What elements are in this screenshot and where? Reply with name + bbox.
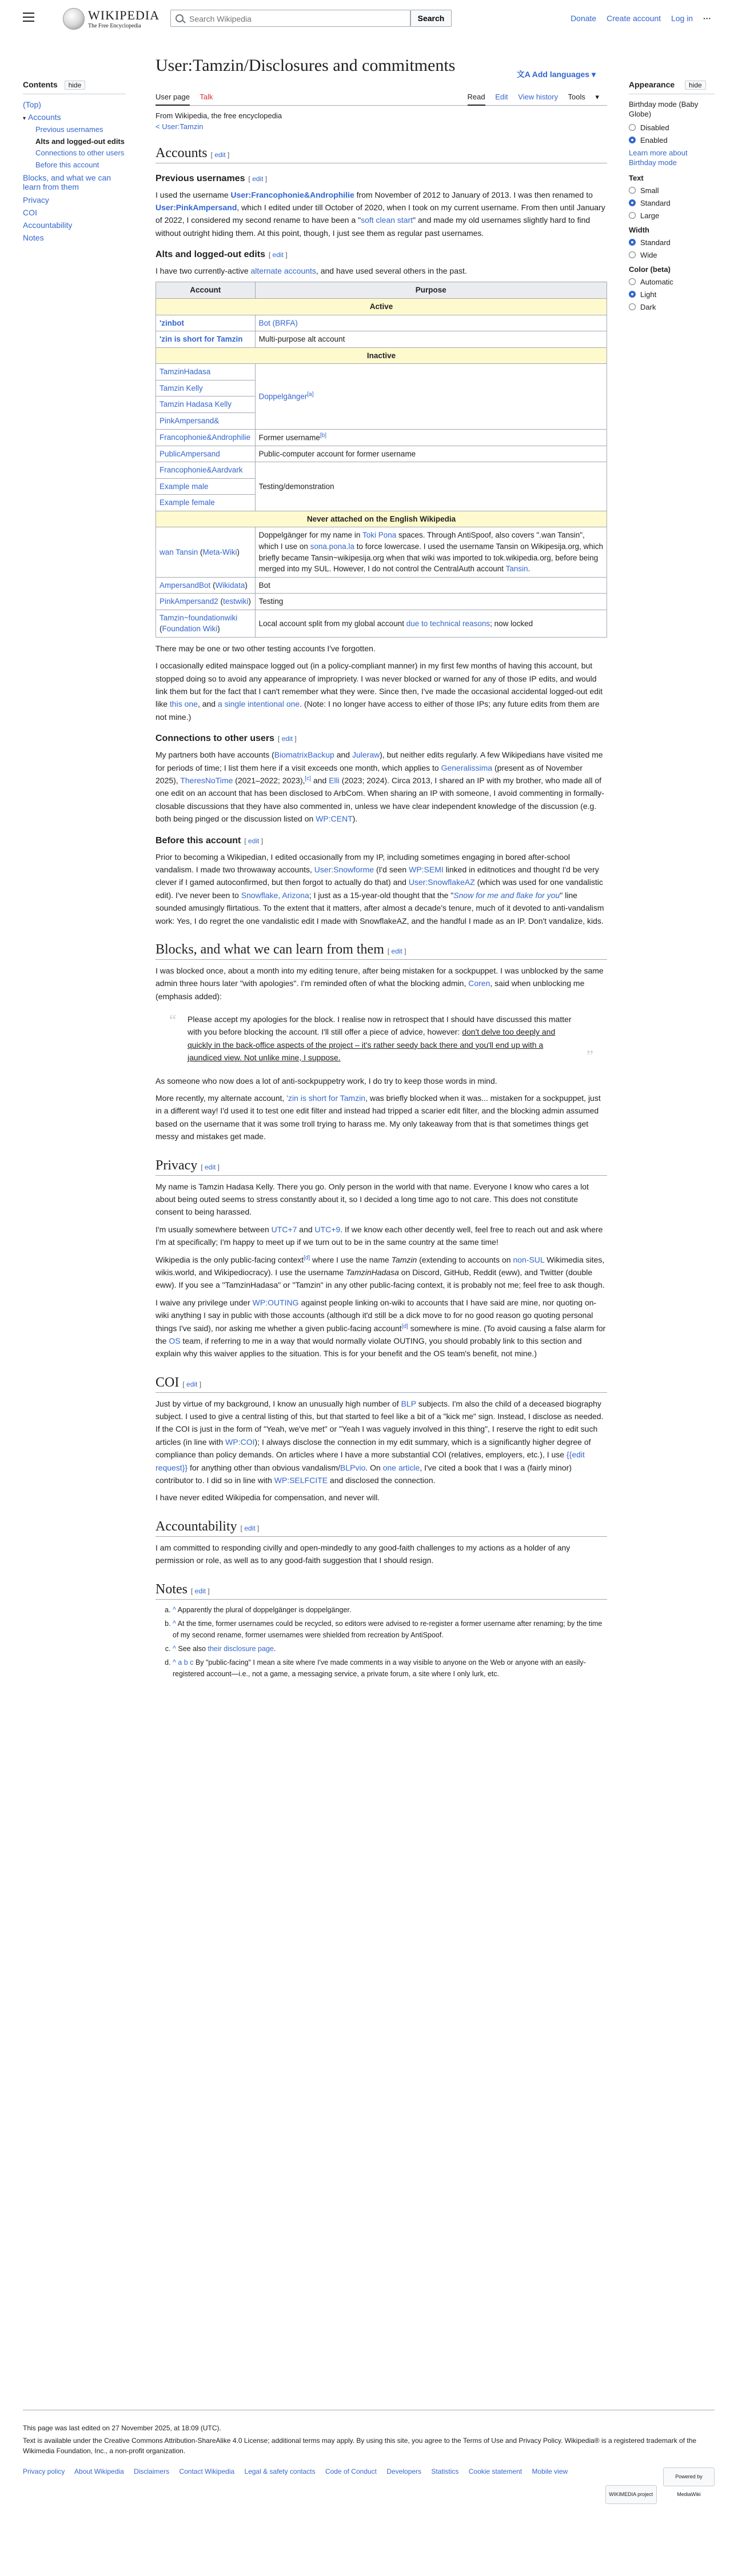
connections-paragraph: My partners both have accounts (BiomatrixBackup and Juleraw), but neither edits regularly. A few Wikipedians have visited me for periods of time; I list them here if a visit exceeds one month, which applies to Generalissima (present as of November 2025), TheresNoTime (2021–2022; 2023),[c] and Elli (2023; 2024). Circa 2013, I shared an IP with my brother, who made all of one edit on an account that has been disclosed to ArbCom. When sharing an IP with someone, I avoid commenting in formally-closable discussions that they have also commented in, unless we have clear independent knowledge of the discussion (e.g. both being pinged or the discussion listed on WP:CENT). [155,750,604,824]
heading-before [155,836,607,846]
group-never: Never attached on the English Wikipedia [156,511,607,527]
width-wide-radio[interactable]: Wide [629,251,715,259]
heading-accountability [155,1519,607,1537]
heading-notes [155,1582,607,1600]
note-b: b. ^ At the time, former usernames could be recycled, so editors were advised to re-register a former username after renaming; by the time of my second rename, former usernames were shielded from recreation by AntiSpoof. [173,1618,607,1641]
note-a: a. ^ Apparently the plural of doppelgänger is doppelgänger. [173,1604,607,1616]
mediawiki-badge[interactable]: Powered by MediaWiki [663,2467,715,2486]
note-b-ref[interactable]: [b] [320,432,326,439]
footer-link[interactable]: Developers [386,2467,422,2475]
heading-blocks [155,942,607,960]
privacy-heading-text: Privacy [155,1157,198,1173]
wikipedia-globe-logo[interactable] [63,8,85,30]
heading-coi [155,1375,607,1393]
edit-section-link: [ edit ] [387,947,406,955]
tab-tools-label: Tools [568,92,585,101]
color-automatic-radio[interactable]: Automatic [629,278,715,286]
birthday-disabled-radio[interactable]: Disabled [629,123,715,132]
toc-item-coi[interactable]: COI [23,207,37,217]
tab-edit[interactable]: Edit [495,92,508,101]
appearance-header [629,80,715,94]
toc-item-blocks[interactable]: Blocks, and what we can learn from them [23,173,111,192]
add-languages-button[interactable]: 文A Add languages ▾ [516,70,596,79]
account-tamzinhadasakelly[interactable]: Tamzin Hadasa Kelly [159,400,232,409]
search-input[interactable] [188,13,402,25]
learn-more-link[interactable]: Learn more about Birthday mode [629,148,688,167]
footer-link[interactable]: Mobile view [532,2467,568,2475]
testing-demo: Testing/demonstration [255,462,607,511]
table-of-contents [23,80,126,246]
toc-title: Contents [23,80,58,89]
accountability-paragraph: I am committed to responding civilly and open-mindedly to any good-faith challenges to my actions as a holder of any permission or role, as well as to any good-faith suggestion that I should resign. [155,1543,571,1565]
privacy-paragraph-2: I'm usually somewhere between UTC+7 and UTC+9. If we know each other decently well, feel free to reach out and ask where I'm at specifically; I'm happy to meet up if we turn out to be in the same country at the same time! [155,1224,603,1247]
link-pinkampersand[interactable]: User:PinkAmpersand [155,202,237,212]
search-box [170,10,410,27]
translate-icon: 文A [516,70,532,79]
toc-header [23,80,126,94]
toc-item-top[interactable]: (Top) [23,100,41,109]
connections-heading-text: Connections to other users [155,734,275,744]
before-paragraph: Prior to becoming a Wikipedian, I edited occasionally from my IP, including sometimes engaging in bored after-school vandalism. I made two throwaway accounts, User:Snowforme (I'd seen WP:SEMI linked in editnotices and thought I'd be very clever if I gamed autoconfirmed, but then forgot to actually do that) and User:SnowflakeAZ (which was used for one vandalistic edit). I've never been to Snowflake, Arizona; I just as a 15-year-old thought that the "Snow for me and flake for you" line sounded amusingly flirtatious. To the extent that it matters, after almost a decade's tenure, much of it devoted to anti-vandalism work: Yes, I do regret the one vandalistic edit I made with SnowflakeAZ, and the handful I made as an IP. Don't vandalize, kids. [155,852,604,926]
accountability-heading-text: Accountability [155,1519,237,1534]
color-dark-radio[interactable]: Dark [629,303,715,311]
account-publicampersand[interactable]: PublicAmpersand [159,449,220,458]
footer-link[interactable]: Statistics [431,2467,459,2475]
appearance-hide-button[interactable]: hide [685,81,706,90]
from-wikipedia: From Wikipedia, the free encyclopedia [155,111,282,120]
group-active: Active [156,299,607,315]
text-small-radio[interactable]: Small [629,186,715,195]
after-table-paragraph: There may be one or two other testing accounts I've forgotten. [155,643,376,653]
account-pinkampersand2[interactable]: PinkAmpersand2 [159,597,218,606]
account-tamzinhadasa[interactable]: TamzinHadasa [159,367,211,376]
appearance-panel [629,80,715,315]
open-quote-icon: “ [169,1012,177,1030]
footer-link[interactable]: About Wikipedia [74,2467,124,2475]
note-d: d. ^ a b c By "public-facing" I mean a site where I've made comments in a way visible to anyone on the Web or anyone with an easily-registered account—i.e., not a game, a messaging service, a private forum, a site where I only lurk, etc. [173,1657,607,1680]
coi-paragraph-1: Just by virtue of my background, I know an unusually high number of BLP subjects. I'm also the child of a deceased biography subject. I used to give a central listing of this, but that started to feel like a bit of a "kick me" sign. Instead, I disclose as needed. If the COI is just in the form of "Yeah, we've met" or "Yeah I was vaguely involved in this thing", I reserve the right to edit such articles (in line with WP:COI); I always disclose the connection in my edit summary, which is a significantly higher degree of compliance than policy demands. On articles where I have a more substantial COI (relatives, employers, etc.), I use {{edit request}} for anything other than obvious vandalism/BLPvio. On one article, I've cited a book that I was a (fairly minor) contributor to. I did so in line with WP:SELFCITE and disclosed the connection. [155,1399,604,1485]
privacy-paragraph-1: My name is Tamzin Hadasa Kelly. There you go. Only person in the world with that name. Everyone I know who cares a lot about being outed seems to stress constantly about it, so I decided a long time ago to not care. This does not constitute consent to being harassed. [155,1181,589,1217]
group-inactive: Inactive [156,347,607,364]
tab-tools[interactable]: Tools ▾ [568,92,599,101]
wikimedia-badge[interactable]: WIKIMEDIA project [605,2485,657,2504]
accounts-heading-text: Accounts [155,145,208,161]
note-a-ref[interactable]: [a] [307,391,314,398]
tab-user-page[interactable]: User page [155,93,190,106]
last-edited: This page was last edited on 27 November 2025, at 18:09 (UTC). [23,2424,221,2432]
redirect-link[interactable]: < User:Tamzin [155,122,204,131]
col-account: Account [156,282,256,299]
toc-item-connections[interactable]: Connections to other users [35,149,125,158]
alts-paragraph: I have two currently-active alternate accounts, and have used several others in the past. [155,266,467,276]
account-ampersandbot[interactable]: AmpersandBot [159,580,211,590]
edit-section-link: [ edit ] [210,150,230,159]
footer-link[interactable]: Legal & safety contacts [244,2467,316,2475]
page-title: User:Tamzin/Disclosures and commitments [155,56,456,75]
toc-item-notes[interactable]: Notes [23,233,44,242]
edit-section-link: [ edit ] [191,1587,210,1595]
toc-item-accounts[interactable]: Accounts [28,113,61,122]
toc-item-accountability[interactable]: Accountability [23,220,73,230]
color-light-radio[interactable]: Light [629,290,715,299]
account-example-male[interactable]: Example male [159,482,209,491]
heading-alts [155,250,607,260]
tab-read[interactable]: Read [468,93,485,106]
doppel-link[interactable]: Doppelgänger [258,392,308,401]
shortfor-purpose: Multi-purpose alt account [255,331,607,348]
footer-link[interactable]: Disclaimers [134,2467,170,2475]
account-francophonie[interactable]: Francophonie&Androphilie [159,432,251,442]
login-link[interactable]: Log in [671,14,693,23]
heading-connections [155,734,607,744]
page-tabs [155,89,607,106]
birthday-enabled-radio[interactable]: Enabled [629,136,715,145]
link-francophonie[interactable]: User:Francophonie&Androphilie [230,190,354,199]
notes-heading-text: Notes [155,1581,188,1597]
edit-section-link: [ edit ] [248,174,268,183]
edit-section-link: [ edit ] [240,1524,260,1532]
link-metawiki[interactable]: Meta-Wiki [202,547,237,556]
toc-hide-button[interactable]: hide [65,81,86,90]
account-foundationwiki[interactable]: Tamzin~foundationwiki [159,613,238,622]
add-languages-label: Add languages [532,70,590,79]
blocks-paragraph-2: As someone who now does a lot of anti-sockpuppetry work, I do try to keep those words in mind. [155,1076,497,1085]
prev-heading-text: Previous usernames [155,173,245,183]
text-large-radio[interactable]: Large [629,211,715,220]
footer-link[interactable]: Privacy policy [23,2467,65,2475]
create-account-link[interactable]: Create account [607,14,661,23]
toc-item-previous-usernames[interactable]: Previous usernames [35,125,103,134]
footer-link[interactable]: Code of Conduct [325,2467,377,2475]
more-options-icon[interactable]: ··· [703,14,711,23]
footer-link[interactable]: Contact Wikipedia [179,2467,235,2475]
logged-out-paragraph: I occasionally edited mainspace logged out (in a policy-compliant manner) in my first few months of having this account, but stopped doing so to avoid any appearance of impropriety. I was never blocked or warned for any of those IP edits, and would link them but for the fact that I can't remember what they were. Since then, I've made the occasional accidental logged-out edit like this one, and a single intentional one. (Note: I no longer have access to either of those IPs; any future edits from them are not mine.) [155,661,603,722]
accounts-table: Account Purpose Active 'zinbot Bot (BRFA) 'zin is short for Tamzin Multi-purpose alt account Inactive TamzinHadasa Doppelgänger[a] Tamzin Kelly Tamzin Hadasa Kelly PinkAmpersand& Francophonie&Androphilie Former username[b] PublicAmpersand Public-computer account for former username Francophonie&Aardvark Testing/demonstration Example male Example female Never attached on the English Wikipedia wan Tansin (Meta-Wiki) Doppelgänger for my name in Toki Pona spaces. Through AntiSpoof, also covers ".wan Tansin", which I use on sona.pona.la to force lowercase. I used the username Tansin on Wikipesija.org, which briefly became Tansin~wikipesija.org when that wiki was imported to tok.wikipedia.org, before being merged into my SUL. However, I do not control the CentralAuth account Tansin. AmpersandBot (Wikidata) Bot PinkAmpersand2 (testwiki) Testing Tamzin~foundationwiki (Foundation Wiki) Local account split from my global account due to technical reasons; now locked [155,282,607,637]
footer-link[interactable]: Cookie statement [468,2467,522,2475]
account-zinbot[interactable]: 'zinbot [159,318,184,327]
account-wantansin[interactable]: wan Tansin [159,547,198,556]
tab-view-history[interactable]: View history [518,92,559,101]
link-alternate-accounts[interactable]: alternate accounts [250,266,316,276]
header [0,0,734,37]
text-standard-radio[interactable]: Standard [629,199,715,207]
privacy-paragraph-3: Wikipedia is the only public-facing context[d] where I use the name Tamzin (extending to accounts on non-SUL Wikimedia sites, wikis.world, and Wikipediocracy). I use the username TamzinHadasa on Discord, GitHub, Reddit (eww), and Twitter (double eww). If you see a "TamzinHadasa" or "Tamzin" in any other public-facing context, it is probably not me; feel free to ask though. [155,1254,605,1290]
footer-badges [601,2467,715,2504]
toc-item-before[interactable]: Before this account [35,161,99,170]
link-soft-clean-start[interactable]: soft clean start [361,215,413,225]
edit-section-link: [ edit ] [182,1380,202,1388]
edit-section-link: [ edit ] [201,1163,220,1171]
privacy-paragraph-4: I waive any privilege under WP:OUTING against people linking on-wiki to accounts that I have said are mine, nor quoting on-wiki anything I say in public with those accounts (although it'd still be a dick move to for no good reason go quoting personal things I've said), nor asking me whether a given public-facing account[d] somewhere is mine. (To avoid causing a false alarm for the OS team, if referring to me in a way that would normally violate OUTING, you should probably link to this section and explain why this waiver applies to the situation. This is for your benefit and the OS team's benefit, not mine.) [155,1297,606,1359]
edit-section-link: [ edit ] [244,836,264,845]
heading-previous-usernames [155,174,607,184]
publicamp-purpose: Public-computer account for former username [255,446,607,462]
tab-talk[interactable]: Talk [200,92,213,101]
birthday-label: Birthday mode (Baby Globe) [629,100,699,118]
heading-accounts [155,146,607,163]
blocks-paragraph-1: I was blocked once, about a month into my editing tenure, after being mistaken for a sockpuppet. I was unblocked by the same admin three hours later "with apologies". I'm reminded often of what the blocking admin, Coren, said when unblocking me (emphasis added): [155,966,604,1001]
main-content [155,55,607,1684]
account-example-female[interactable]: Example female [159,498,215,507]
coren-quote: “ Please accept my apologies for the block. I realise now in retrospect that I should have discussed this matter with you before blocking the account. I'll still offer a piece of advice, however: don't delve too deeply and quickly in the back-office aspects of the project – it's rather seedy back there and you'll end up with a jaundiced view. Not unlike mine, I suppose. ” [171,1013,591,1064]
blocks-paragraph-3: More recently, my alternate account, 'zin is short for Tamzin, was briefly blocked when it was... mistaken for a sockpuppet, just in a different way! I'd used it to test one edit filter and instead had tripped a scarier edit filter, and the blocking admin assumed based on the username that it was some troll trying to harass me. My only takeaway from that is that sometimes things get messy and mistakes get made. [155,1093,601,1141]
main-menu-button[interactable] [23,13,34,22]
chevron-down-icon[interactable]: ▾ [23,115,26,122]
previous-usernames-paragraph: I used the username User:Francophonie&Androphilie from November of 2012 to January of 2013. I was then renamed to User:PinkAmpersand, which I edited under till October of 2020, when I took on my current username. From then until January of 2022, I considered my second rename to have been a "soft clean start" and made my old usernames slightly hard to find without outright hiding them. At this point, though, I just see them as regular past usernames. [155,190,605,238]
account-aardvark[interactable]: Francophonie&Aardvark [159,466,243,475]
coi-heading-text: COI [155,1375,179,1390]
edit-section-link: [ edit ] [269,251,288,259]
account-tamzinkelly[interactable]: Tamzin Kelly [159,383,203,392]
wordmark[interactable]: WIKIPEDIA [88,8,160,22]
notes-list [155,1604,607,1680]
close-quote-icon: ” [586,1047,593,1065]
zinbot-purpose[interactable]: Bot (BRFA) [258,318,298,327]
alts-heading-text: Alts and logged-out edits [155,250,265,260]
blocks-heading-text: Blocks, and what we can learn from them [155,942,384,957]
color-label: Color (beta) [629,265,671,274]
before-heading-text: Before this account [155,835,241,846]
tagline: The Free Encyclopedia [88,23,141,29]
width-label: Width [629,225,649,234]
donate-link[interactable]: Donate [571,14,597,23]
user-links [563,14,711,23]
footer [23,2410,715,2497]
search-button[interactable]: Search [410,10,452,27]
col-purpose: Purpose [255,282,607,299]
heading-privacy [155,1158,607,1176]
account-pinkampersand-amp[interactable]: PinkAmpersand& [159,416,220,425]
text-label: Text [629,173,644,182]
license-text: Text is available under the Creative Commons Attribution-ShareAlike 4.0 License; additional terms may apply. By using this site, you agree to the Terms of Use and Privacy Policy. Wikipedia® is a registered trademark of the Wikimedia Foundation, Inc., a non-profit organization. [23,2437,697,2455]
coi-paragraph-2: I have never edited Wikipedia for compensation, and never will. [155,1493,380,1503]
toc-item-alts[interactable]: Alts and logged-out edits [35,137,125,146]
search-icon [175,14,184,22]
edit-section-link: [ edit ] [278,735,297,743]
note-c: c. ^ See also their disclosure page. [173,1643,607,1654]
account-shortfor[interactable]: 'zin is short for Tamzin [159,335,243,344]
width-standard-radio[interactable]: Standard [629,238,715,247]
toc-item-privacy[interactable]: Privacy [23,195,49,205]
appearance-title: Appearance [629,80,675,89]
